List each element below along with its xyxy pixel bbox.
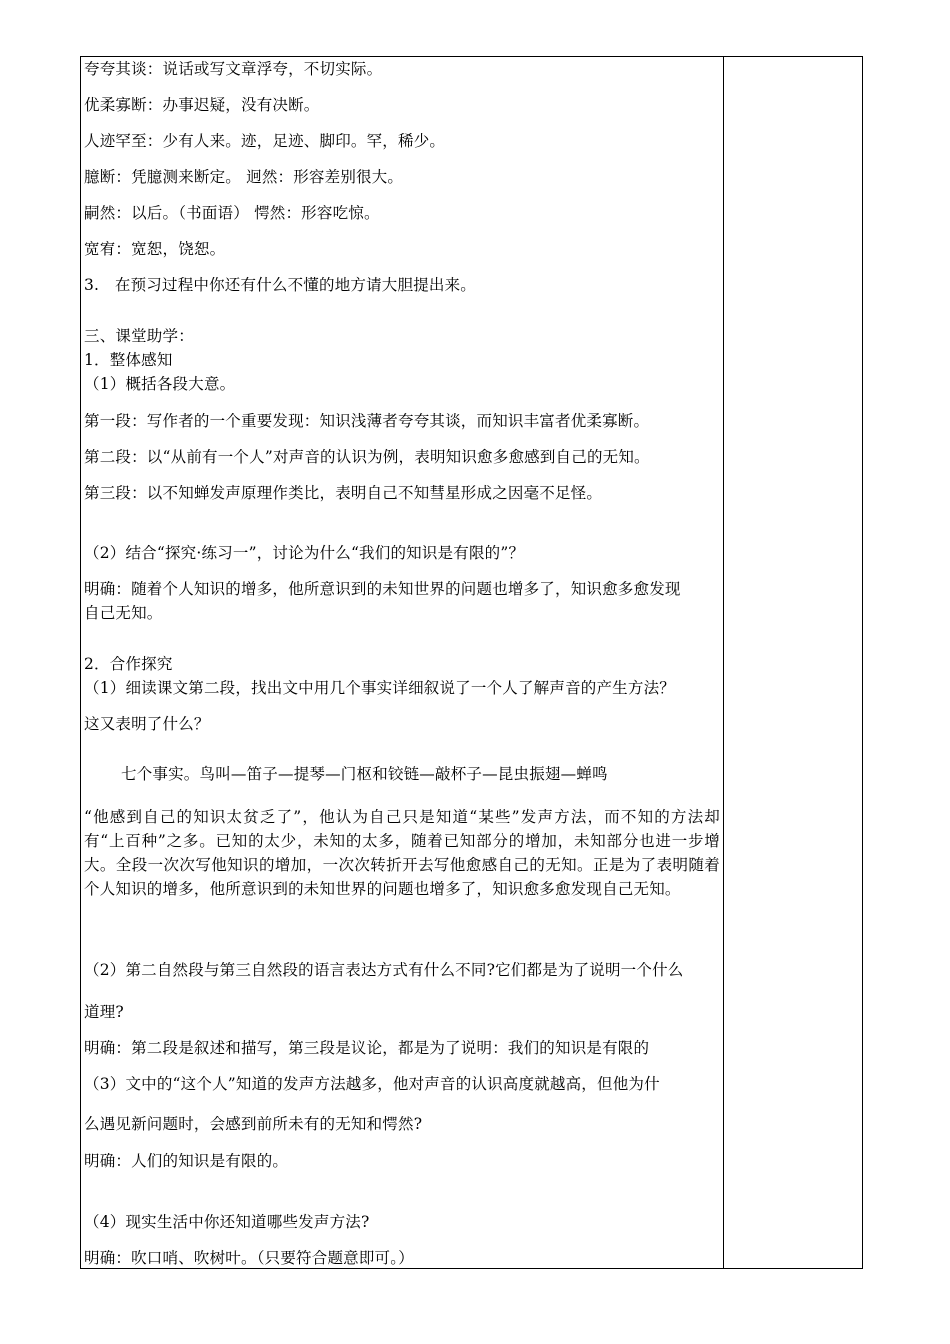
content-cell	[81, 57, 723, 1268]
explanation-paragraph: “他感到自己的知识太贫乏了”，他认为自己只是知道“某些”发声方法，而不知的方法却有“上百种”之多。已知的太少，未知的太多，随着已知部分的增加，未知部分也进一步增大。全段一次次写他知识的增加，一次次转折开去写他愈感自己的无知。正是为了表明随着个人知识的增多，他所意识到的未知世界的问题也增多了，知识愈多愈发现自己无知。	[84, 808, 720, 898]
explore-q4: （4）现实生活中你还知道哪些发声方法?	[84, 1213, 370, 1231]
explore-q2-line1: （2）第二自然段与第三自然段的语言表达方式有什么不同?它们都是为了说明一个什么	[84, 961, 684, 979]
question-1: （1）概括各段大意。	[84, 375, 236, 393]
seven-facts: 七个事实。鸟叫—笛子—提琴—门枢和铰链—敲杯子—昆虫振翅—蝉鸣	[121, 765, 608, 783]
explore-a3: 明确：人们的知识是有限的。	[84, 1152, 289, 1170]
vocab-yourou: 优柔寡断：办事迟疑，没有决断。	[84, 96, 320, 114]
explore-q2-line2: 道理?	[84, 1003, 124, 1021]
explore-a4: 明确：吹口哨、吹树叶。（只要符合题意即可。）	[84, 1249, 414, 1267]
vocab-yiduan: 臆断：凭臆测来断定。 迥然：形容差别很大。	[84, 168, 404, 186]
paragraph-3-summary: 第三段：以不知蝉发声原理作类比，表明自己不知彗星形成之因毫不足怪。	[84, 484, 603, 502]
column-divider	[723, 57, 724, 1268]
answer-2-line2: 自己无知。	[84, 604, 163, 622]
subsection-overall: 1．整体感知	[84, 351, 173, 369]
explore-q3-line2: 么遇见新问题时，会感到前所未有的无知和愕然?	[84, 1115, 423, 1133]
explore-q3-line1: （3）文中的“这个人”知道的发声方法越多，他对声音的认识高度就越高，但他为什	[84, 1075, 660, 1093]
paragraph-1-summary: 第一段：写作者的一个重要发现：知识浅薄者夸夸其谈，而知识丰富者优柔寡断。	[84, 412, 650, 430]
explore-q1-line2: 这又表明了什么？	[84, 715, 210, 733]
answer-2-line1: 明确：随着个人知识的增多，他所意识到的未知世界的问题也增多了，知识愈多愈发现	[84, 580, 681, 598]
vocab-siran: 嗣然：以后。（书面语） 愕然：形容吃惊。	[84, 204, 380, 222]
paragraph-2-summary: 第二段：以“从前有一个人”对声音的认识为例，表明知识愈多愈感到自己的无知。	[84, 448, 650, 466]
explore-a2: 明确：第二段是叙述和描写，第三段是议论，都是为了说明：我们的知识是有限的	[84, 1039, 650, 1057]
explore-q1-line1: （1）细读课文第二段，找出文中用几个事实详细叙说了一个人了解声音的产生方法？	[84, 679, 675, 697]
subsection-explore: 2．合作探究	[84, 655, 173, 673]
vocab-kuakua: 夸夸其谈：说话或写文章浮夸，不切实际。	[84, 60, 383, 78]
worksheet-table	[80, 56, 863, 1269]
question-2: （2）结合“探究·练习一”，讨论为什么“我们的知识是有限的”？	[84, 544, 525, 562]
section-heading: 三、课堂助学：	[84, 327, 194, 345]
vocab-renji: 人迹罕至：少有人来。迹，足迹、脚印。罕，稀少。	[84, 132, 446, 150]
vocab-kuanyou: 宽宥：宽恕，饶恕。	[84, 240, 226, 258]
preview-question: 3. 在预习过程中你还有什么不懂的地方请大胆提出来。	[84, 276, 476, 294]
